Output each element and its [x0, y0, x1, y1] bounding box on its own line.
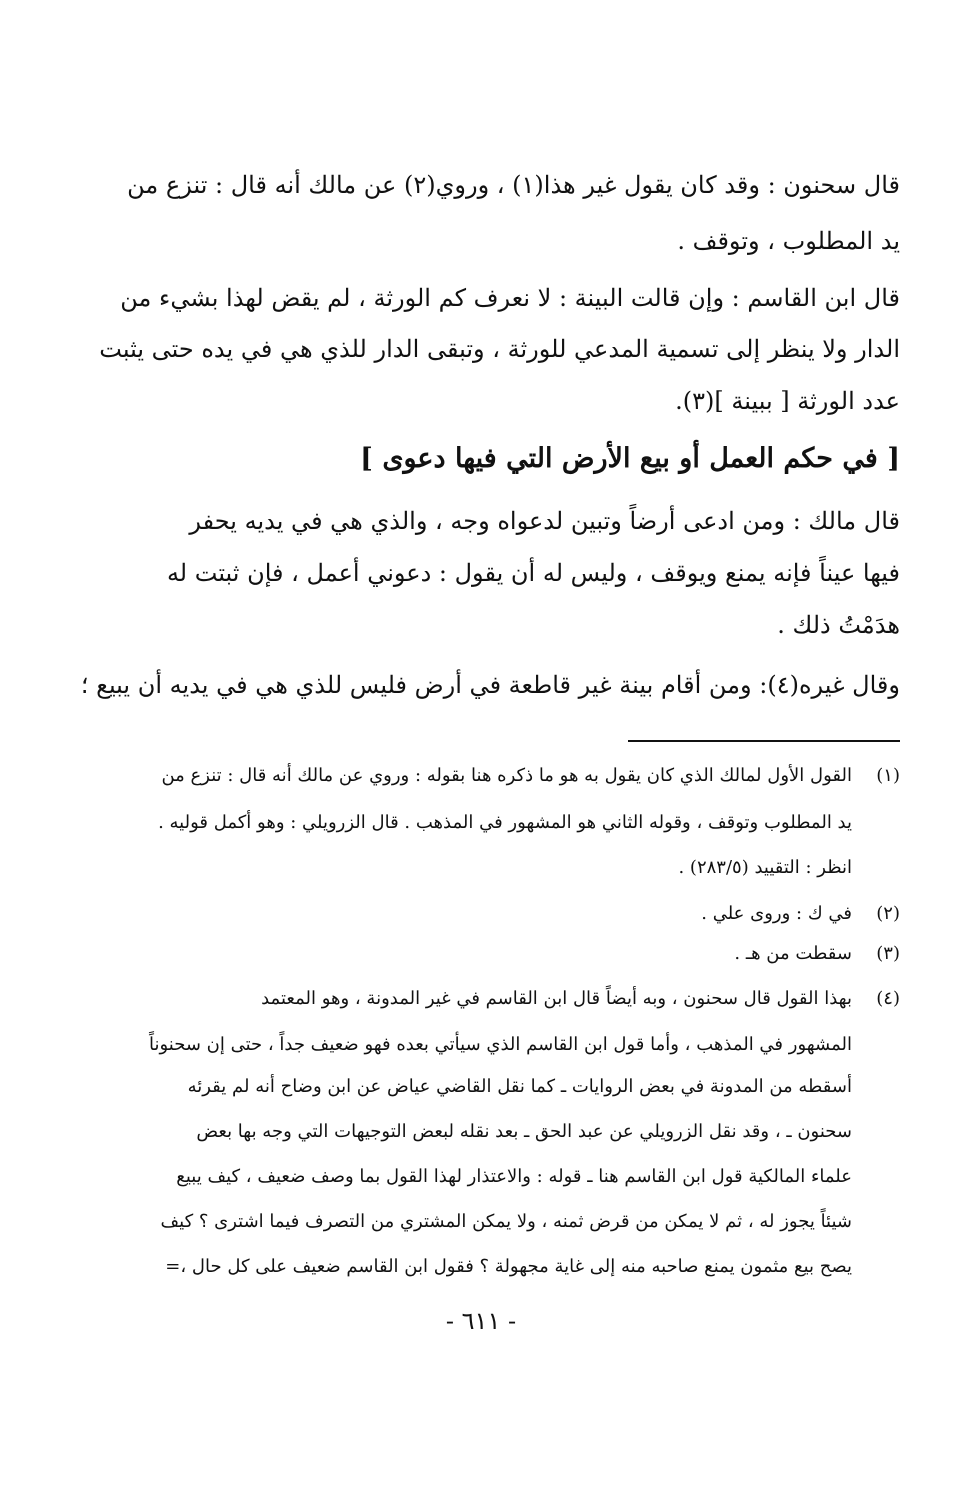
footnote-1-line-3: انظر : التقييد (٢٨٣/٥) . [678, 857, 852, 878]
footnote-4-line-1 [100, 985, 900, 1013]
footnote-2-line-1 [100, 900, 900, 928]
p2-line-1: قال ابن القاسم : وإن قالت البينة : لا نعرف كم الورثة ، لم يقض لهذا بشيء من [120, 284, 900, 312]
footnote-2-number: (٢) [876, 903, 900, 924]
footnote-1-line-1 [100, 762, 900, 790]
footnote-1-text-1: القول الأول لمالك الذي كان يقول به هو ما ذكره هنا بقوله : وروي عن مالك أنه قال : تنزع من [161, 765, 852, 786]
main-text-2 [80, 0, 900, 700]
footnote-1-line-2: يد المطلوب وتوقف ، وقوله الثاني هو المشهور في المذهب . قال الزرويلي : وهو أكمل قوليه . [158, 812, 852, 833]
p2-line-2: الدار ولا ينظر إلى تسمية المدعي للورثة ، وتبقى الدار للذي هي في يده حتى يثبت [99, 335, 900, 363]
footnote-4-line-4: سحنون ـ ، وقد نقل الزرويلي عن عبد الحق ـ بعد نقله لبعض التوجيهات التي وجه بها بعض [196, 1121, 852, 1142]
footnote-3-text-1: سقطت من هـ . [734, 943, 852, 964]
footnote-1-number: (١) [876, 765, 900, 786]
page-number: - ٦١١ - [445, 1307, 517, 1335]
p3-line-3: هدَمْتُ ذلك . [777, 611, 900, 639]
footnote-4-line-6: شيئاً يجوز له ، ثم لا يمكن من قرض ثمنه ، ولا يمكن المشتري من التصرف فيما اشترى ؟ كيف [160, 1211, 852, 1232]
footnote-3-line-1 [100, 940, 900, 968]
p1-line-2: يد المطلوب ، وتوقف . [677, 227, 900, 255]
p3-line-2: فيها عيناً فإنه يمنع ويوقف ، وليس له أن يقول : دعوني أعمل ، فإن ثبتت له [166, 559, 900, 587]
p1-line-1: قال سحنون : وقد كان يقول غير هذا(١) ، وروي(٢) عن مالك أنه قال : تنزع من [127, 171, 900, 199]
footnote-3-number: (٣) [876, 943, 900, 964]
footnote-4-text-1: بهذا القول قال سحنون ، وبه أيضاً قال ابن القاسم في غير المدونة ، وهو المعتمد [261, 988, 852, 1009]
footnote-4-number: (٤) [876, 988, 900, 1009]
p3-line-1: قال مالك : ومن ادعى أرضاً وتبين لدعواه وجه ، والذي هي في يديه يحفر [189, 507, 900, 535]
footnote-2-text-1: في ك : وروى علي . [701, 903, 852, 924]
p4-line-1: وقال غيره(٤): ومن أقام بينة غير قاطعة في أرض فليس للذي هي في يديه أن يبيع ؛ [80, 671, 900, 699]
section-heading: [ في حكم العمل أو بيع الأرض التي فيها دعوى ] [360, 443, 900, 474]
footnote-4-line-7: يصح بيع مثمون يمنع صاحبه منه إلى غاية مجهولة ؟ فقول ابن القاسم ضعيف على كل حال ،= [165, 1256, 852, 1277]
footnote-separator [628, 740, 900, 742]
p2-line-3: عدد الورثة [ ببينة ](٣). [675, 387, 900, 415]
footnote-4-line-3: أسقطه من المدونة في بعض الروايات ـ كما نقل القاضي عياض عن ابن وضاح أنه لم يقرئه [187, 1076, 852, 1097]
footnote-4-line-2: المشهور في المذهب ، وأما قول ابن القاسم الذي سيأتي بعده فهو ضعيف جداً ، حتى إن سحنوناً [148, 1034, 852, 1055]
footnote-4-line-5: علماء المالكية قول ابن القاسم هنا ـ قوله : والاعتذار لهذا القول بما وصف ضعيف ، كيف يبيع [176, 1166, 852, 1187]
